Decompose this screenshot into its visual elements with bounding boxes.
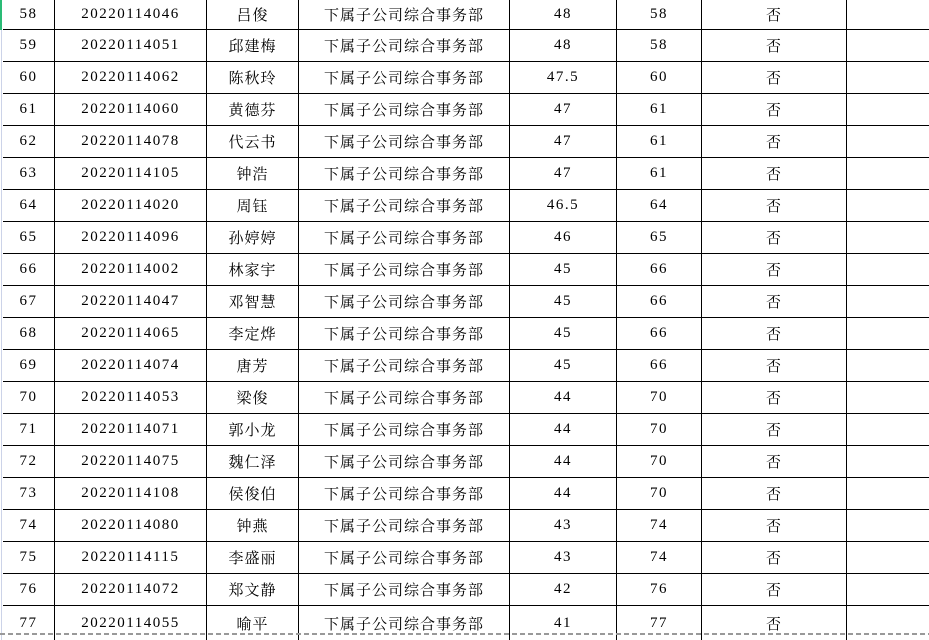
- department-cell[interactable]: 下属子公司综合事务部: [299, 414, 510, 446]
- score-cell[interactable]: 43: [510, 542, 617, 574]
- flag-cell[interactable]: 否: [702, 190, 847, 222]
- page-break-line: [0, 633, 929, 635]
- department-cell[interactable]: 下属子公司综合事务部: [299, 446, 510, 478]
- candidate-id-cell[interactable]: 20220114078: [55, 126, 207, 158]
- candidate-id-cell[interactable]: 20220114046: [55, 0, 207, 30]
- rank-cell[interactable]: 61: [617, 126, 702, 158]
- rank-cell[interactable]: 58: [617, 30, 702, 62]
- rank-cell[interactable]: 66: [617, 318, 702, 350]
- table-row: [3, 382, 929, 414]
- flag-cell[interactable]: 否: [702, 446, 847, 478]
- name-cell[interactable]: 孙婷婷: [207, 222, 299, 254]
- row-index-cell[interactable]: 75: [3, 542, 55, 574]
- department-cell[interactable]: 下属子公司综合事务部: [299, 94, 510, 126]
- table-row: [3, 478, 929, 510]
- flag-cell[interactable]: 否: [702, 542, 847, 574]
- rank-cell[interactable]: 77: [617, 606, 702, 640]
- rank-cell[interactable]: 66: [617, 350, 702, 382]
- score-cell[interactable]: 48: [510, 0, 617, 30]
- department-cell[interactable]: 下属子公司综合事务部: [299, 574, 510, 606]
- flag-cell[interactable]: 否: [702, 350, 847, 382]
- name-cell[interactable]: 李盛丽: [207, 542, 299, 574]
- score-cell[interactable]: 44: [510, 446, 617, 478]
- row-index-cell[interactable]: 62: [3, 126, 55, 158]
- empty-cell[interactable]: [847, 126, 929, 158]
- candidate-id-cell[interactable]: 20220114055: [55, 606, 207, 640]
- score-cell[interactable]: 48: [510, 30, 617, 62]
- name-cell[interactable]: 陈秋玲: [207, 62, 299, 94]
- department-cell[interactable]: 下属子公司综合事务部: [299, 0, 510, 30]
- empty-cell[interactable]: [847, 254, 929, 286]
- score-cell[interactable]: 42: [510, 574, 617, 606]
- rank-cell[interactable]: 66: [617, 286, 702, 318]
- name-cell[interactable]: 魏仁泽: [207, 446, 299, 478]
- empty-cell[interactable]: [847, 222, 929, 254]
- empty-cell[interactable]: [847, 542, 929, 574]
- empty-cell[interactable]: [847, 30, 929, 62]
- table-row: [3, 542, 929, 574]
- row-index-cell[interactable]: 72: [3, 446, 55, 478]
- rank-cell[interactable]: 60: [617, 62, 702, 94]
- department-cell[interactable]: 下属子公司综合事务部: [299, 222, 510, 254]
- empty-cell[interactable]: [847, 414, 929, 446]
- candidate-id-cell[interactable]: 20220114071: [55, 414, 207, 446]
- score-cell[interactable]: 43: [510, 510, 617, 542]
- empty-cell[interactable]: [847, 62, 929, 94]
- name-cell[interactable]: 梁俊: [207, 382, 299, 414]
- flag-cell[interactable]: 否: [702, 126, 847, 158]
- department-cell[interactable]: 下属子公司综合事务部: [299, 478, 510, 510]
- flag-cell[interactable]: 否: [702, 30, 847, 62]
- name-cell[interactable]: 黄德芬: [207, 94, 299, 126]
- score-cell[interactable]: 47.5: [510, 62, 617, 94]
- name-cell[interactable]: 代云书: [207, 126, 299, 158]
- department-cell[interactable]: 下属子公司综合事务部: [299, 126, 510, 158]
- rank-cell[interactable]: 61: [617, 158, 702, 190]
- department-cell[interactable]: 下属子公司综合事务部: [299, 382, 510, 414]
- row-index-cell[interactable]: 64: [3, 190, 55, 222]
- name-cell[interactable]: 郭小龙: [207, 414, 299, 446]
- name-cell[interactable]: 周钰: [207, 190, 299, 222]
- table-row: [3, 414, 929, 446]
- table-row: [3, 30, 929, 62]
- table-row: [3, 222, 929, 254]
- empty-cell[interactable]: [847, 286, 929, 318]
- row-index-cell[interactable]: 65: [3, 222, 55, 254]
- flag-cell[interactable]: 否: [702, 158, 847, 190]
- spreadsheet-table: [3, 0, 929, 640]
- table-row: [3, 94, 929, 126]
- flag-cell[interactable]: 否: [702, 574, 847, 606]
- name-cell[interactable]: 郑文静: [207, 574, 299, 606]
- table-row: [3, 62, 929, 94]
- row-index-cell[interactable]: 74: [3, 510, 55, 542]
- score-cell[interactable]: 47: [510, 126, 617, 158]
- candidate-id-cell[interactable]: 20220114075: [55, 446, 207, 478]
- rank-cell[interactable]: 58: [617, 0, 702, 30]
- flag-cell[interactable]: 否: [702, 606, 847, 640]
- rank-cell[interactable]: 64: [617, 190, 702, 222]
- empty-cell[interactable]: [847, 158, 929, 190]
- table-row: [3, 574, 929, 606]
- empty-cell[interactable]: [847, 318, 929, 350]
- candidate-id-cell[interactable]: 20220114074: [55, 350, 207, 382]
- row-index-cell[interactable]: 58: [3, 0, 55, 30]
- candidate-id-cell[interactable]: 20220114096: [55, 222, 207, 254]
- department-cell[interactable]: 下属子公司综合事务部: [299, 318, 510, 350]
- rank-cell[interactable]: 76: [617, 574, 702, 606]
- empty-cell[interactable]: [847, 382, 929, 414]
- candidate-id-cell[interactable]: 20220114047: [55, 286, 207, 318]
- table-row: [3, 350, 929, 382]
- empty-cell[interactable]: [847, 478, 929, 510]
- score-cell[interactable]: 44: [510, 382, 617, 414]
- flag-cell[interactable]: 否: [702, 254, 847, 286]
- table-row: [3, 126, 929, 158]
- name-cell[interactable]: 吕俊: [207, 0, 299, 30]
- flag-cell[interactable]: 否: [702, 510, 847, 542]
- row-index-cell[interactable]: 68: [3, 318, 55, 350]
- score-cell[interactable]: 46: [510, 222, 617, 254]
- candidate-id-cell[interactable]: 20220114062: [55, 62, 207, 94]
- flag-cell[interactable]: 否: [702, 478, 847, 510]
- score-cell[interactable]: 45: [510, 254, 617, 286]
- score-cell[interactable]: 46.5: [510, 190, 617, 222]
- row-index-cell[interactable]: 66: [3, 254, 55, 286]
- table-row: [3, 254, 929, 286]
- name-cell[interactable]: 邓智慧: [207, 286, 299, 318]
- row-index-cell[interactable]: 60: [3, 62, 55, 94]
- name-cell[interactable]: 林家宇: [207, 254, 299, 286]
- candidate-id-cell[interactable]: 20220114108: [55, 478, 207, 510]
- flag-cell[interactable]: 否: [702, 382, 847, 414]
- name-cell[interactable]: 喻平: [207, 606, 299, 640]
- candidate-id-cell[interactable]: 20220114065: [55, 318, 207, 350]
- rank-cell[interactable]: 74: [617, 510, 702, 542]
- candidate-id-cell[interactable]: 20220114060: [55, 94, 207, 126]
- row-index-cell[interactable]: 73: [3, 478, 55, 510]
- score-cell[interactable]: 47: [510, 94, 617, 126]
- name-cell[interactable]: 唐芳: [207, 350, 299, 382]
- row-index-cell[interactable]: 70: [3, 382, 55, 414]
- left-gridline: [1, 0, 2, 640]
- empty-cell[interactable]: [847, 350, 929, 382]
- rank-cell[interactable]: 66: [617, 254, 702, 286]
- row-index-cell[interactable]: 76: [3, 574, 55, 606]
- score-cell[interactable]: 45: [510, 286, 617, 318]
- name-cell[interactable]: 侯俊伯: [207, 478, 299, 510]
- selection-indicator: [0, 0, 2, 30]
- department-cell[interactable]: 下属子公司综合事务部: [299, 30, 510, 62]
- table-row: [3, 510, 929, 542]
- rank-cell[interactable]: 70: [617, 382, 702, 414]
- score-cell[interactable]: 45: [510, 318, 617, 350]
- flag-cell[interactable]: 否: [702, 286, 847, 318]
- rank-cell[interactable]: 70: [617, 414, 702, 446]
- candidate-id-cell[interactable]: 20220114051: [55, 30, 207, 62]
- row-index-cell[interactable]: 67: [3, 286, 55, 318]
- flag-cell[interactable]: 否: [702, 222, 847, 254]
- flag-cell[interactable]: 否: [702, 414, 847, 446]
- candidate-id-cell[interactable]: 20220114020: [55, 190, 207, 222]
- row-index-cell[interactable]: 61: [3, 94, 55, 126]
- department-cell[interactable]: 下属子公司综合事务部: [299, 158, 510, 190]
- rank-cell[interactable]: 65: [617, 222, 702, 254]
- department-cell[interactable]: 下属子公司综合事务部: [299, 254, 510, 286]
- score-cell[interactable]: 45: [510, 350, 617, 382]
- name-cell[interactable]: 邱建梅: [207, 30, 299, 62]
- score-cell[interactable]: 47: [510, 158, 617, 190]
- table-row: [3, 0, 929, 30]
- table-row: [3, 158, 929, 190]
- flag-cell[interactable]: 否: [702, 318, 847, 350]
- row-index-cell[interactable]: 59: [3, 30, 55, 62]
- department-cell[interactable]: 下属子公司综合事务部: [299, 510, 510, 542]
- table-row: [3, 286, 929, 318]
- row-index-cell[interactable]: 71: [3, 414, 55, 446]
- row-index-cell[interactable]: 63: [3, 158, 55, 190]
- candidate-id-cell[interactable]: 20220114115: [55, 542, 207, 574]
- candidate-id-cell[interactable]: 20220114002: [55, 254, 207, 286]
- empty-cell[interactable]: [847, 510, 929, 542]
- candidate-id-cell[interactable]: 20220114105: [55, 158, 207, 190]
- rank-cell[interactable]: 70: [617, 478, 702, 510]
- flag-cell[interactable]: 否: [702, 0, 847, 30]
- score-cell[interactable]: 41: [510, 606, 617, 640]
- flag-cell[interactable]: 否: [702, 62, 847, 94]
- empty-cell[interactable]: [847, 446, 929, 478]
- table-row: [3, 318, 929, 350]
- department-cell[interactable]: 下属子公司综合事务部: [299, 350, 510, 382]
- table-row: [3, 446, 929, 478]
- rank-cell[interactable]: 61: [617, 94, 702, 126]
- name-cell[interactable]: 李定烨: [207, 318, 299, 350]
- empty-cell[interactable]: [847, 190, 929, 222]
- empty-cell[interactable]: [847, 574, 929, 606]
- department-cell[interactable]: 下属子公司综合事务部: [299, 190, 510, 222]
- table-row: [3, 190, 929, 222]
- rank-cell[interactable]: 70: [617, 446, 702, 478]
- flag-cell[interactable]: 否: [702, 94, 847, 126]
- department-cell[interactable]: 下属子公司综合事务部: [299, 62, 510, 94]
- score-cell[interactable]: 44: [510, 414, 617, 446]
- candidate-id-cell[interactable]: 20220114080: [55, 510, 207, 542]
- candidate-id-cell[interactable]: 20220114072: [55, 574, 207, 606]
- row-index-cell[interactable]: 77: [3, 606, 55, 640]
- candidate-id-cell[interactable]: 20220114053: [55, 382, 207, 414]
- empty-cell[interactable]: [847, 0, 929, 30]
- score-cell[interactable]: 44: [510, 478, 617, 510]
- department-cell[interactable]: 下属子公司综合事务部: [299, 286, 510, 318]
- department-cell[interactable]: 下属子公司综合事务部: [299, 542, 510, 574]
- name-cell[interactable]: 钟浩: [207, 158, 299, 190]
- empty-cell[interactable]: [847, 94, 929, 126]
- name-cell[interactable]: 钟燕: [207, 510, 299, 542]
- department-cell[interactable]: 下属子公司综合事务部: [299, 606, 510, 640]
- rank-cell[interactable]: 74: [617, 542, 702, 574]
- row-index-cell[interactable]: 69: [3, 350, 55, 382]
